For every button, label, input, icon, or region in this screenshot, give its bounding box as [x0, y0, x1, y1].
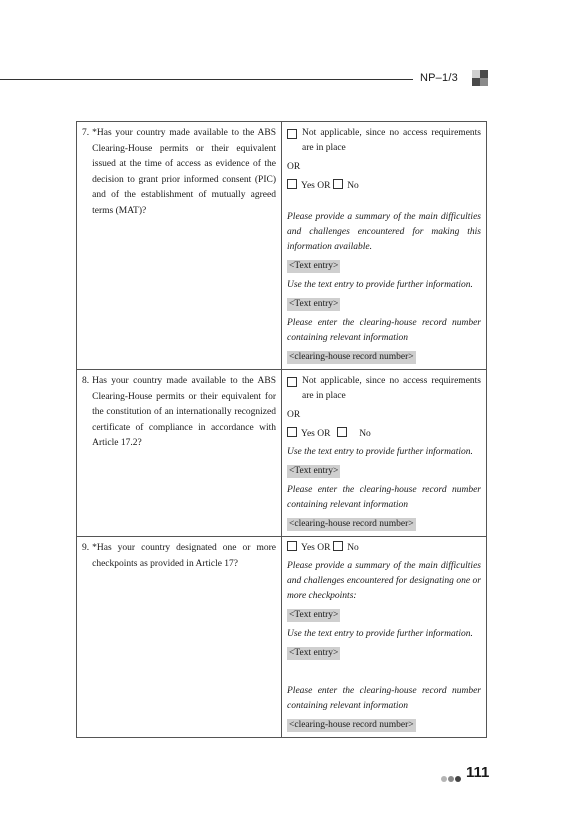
questionnaire-table: [76, 121, 487, 738]
no-checkbox-icon[interactable]: [333, 541, 343, 551]
text-entry-field[interactable]: <Text entry>: [289, 299, 339, 309]
yes-no-options: [287, 541, 481, 556]
yes-or-label: Yes OR: [301, 543, 331, 553]
text-entry-field[interactable]: <Text entry>: [289, 261, 339, 271]
option-not-applicable[interactable]: [287, 374, 481, 404]
document-code: NP–1/3: [420, 72, 458, 84]
answer-cell: [282, 537, 487, 738]
question-row-7: [77, 122, 487, 370]
no-checkbox-icon[interactable]: [337, 427, 347, 437]
further-info-prompt: Use the text entry to provide further information.: [287, 629, 473, 639]
yes-or-label: Yes OR: [301, 181, 331, 191]
yes-checkbox-icon[interactable]: [287, 179, 297, 189]
no-label: No: [347, 543, 359, 553]
question-row-8: [77, 370, 487, 537]
option-label: Not applicable, since no access requirements are in place: [302, 128, 481, 153]
yes-checkbox-icon[interactable]: [287, 427, 297, 437]
no-label: No: [347, 181, 359, 191]
header-rule: [0, 79, 413, 80]
summary-prompt: Please provide a summary of the main difficulties and challenges encountered for designating one or more checkpoints:: [287, 561, 481, 601]
question-number: 7.: [82, 128, 90, 138]
question-cell: [77, 537, 282, 738]
answer-cell: [282, 122, 487, 370]
no-label: No: [359, 429, 371, 439]
text-entry-field[interactable]: <Text entry>: [289, 610, 339, 620]
question-text: *Has your country designated one or more checkpoints as provided in Article 17?: [92, 543, 276, 569]
yes-no-options: [287, 427, 481, 442]
checkbox-icon[interactable]: [287, 377, 297, 387]
option-not-applicable[interactable]: [287, 126, 481, 156]
question-row-9: [77, 537, 487, 738]
question-number: 9.: [82, 543, 90, 553]
further-info-prompt: Use the text entry to provide further information.: [287, 280, 473, 290]
yes-or-label: Yes OR: [301, 429, 331, 439]
record-number-prompt: Please enter the clearing-house record number containing relevant information: [287, 686, 481, 711]
header-square-mark: [472, 70, 488, 86]
question-number: 8.: [82, 376, 90, 386]
question-text: *Has your country made available to the ABS Clearing-House permits or their equivalent issued at the time of access as evidence of the decision to grant prior informed consent (PIC) and of the establishment of mutually agreed terms (MAT)?: [92, 128, 276, 216]
checkbox-icon[interactable]: [287, 129, 297, 139]
no-checkbox-icon[interactable]: [333, 179, 343, 189]
question-cell: [77, 122, 282, 370]
text-entry-field[interactable]: <Text entry>: [289, 466, 339, 476]
question-text: Has your country made available to the ABS Clearing-House permits or their equivalent for the constitution of an internationally recognized certificate of compliance in accordance with Article 17.2?: [92, 376, 276, 449]
yes-no-options: [287, 179, 481, 194]
further-info-prompt: Use the text entry to provide further information.: [287, 447, 473, 457]
text-entry-field[interactable]: <Text entry>: [289, 648, 339, 658]
yes-checkbox-icon[interactable]: [287, 541, 297, 551]
record-number-prompt: Please enter the clearing-house record number containing relevant information: [287, 485, 481, 510]
option-label: Not applicable, since no access requirements are in place: [302, 376, 481, 401]
page-number: 111: [466, 764, 490, 781]
record-number-prompt: Please enter the clearing-house record number containing relevant information: [287, 318, 481, 343]
or-label: OR: [287, 410, 301, 420]
summary-prompt: Please provide a summary of the main difficulties and challenges encountered for making this information available.: [287, 212, 481, 252]
or-label: OR: [287, 162, 301, 172]
record-number-field[interactable]: <clearing-house record number>: [289, 352, 414, 362]
answer-cell: [282, 370, 487, 537]
record-number-field[interactable]: <clearing-house record number>: [289, 720, 414, 730]
footer-dots-decoration: [441, 769, 462, 779]
question-cell: [77, 370, 282, 537]
record-number-field[interactable]: <clearing-house record number>: [289, 519, 414, 529]
